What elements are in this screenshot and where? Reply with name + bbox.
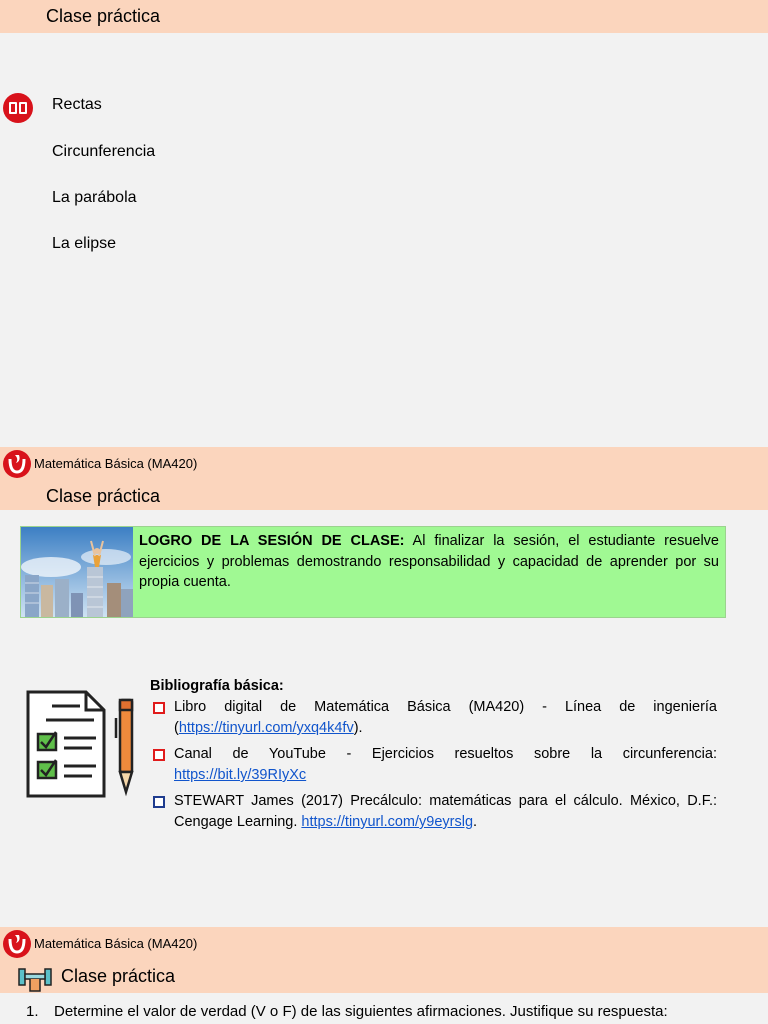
bibliography-item [150,697,717,739]
red-checkbox-bullet-icon [153,749,165,761]
topic-item: La parábola [52,189,137,206]
question-number: 1. [26,1003,39,1020]
slide1-title: Clase práctica [46,6,161,26]
bibliography-item [150,791,717,833]
bibliography-item-text: Libro digital de Matemática Básica (MA420) - Línea de ingeniería ( [174,699,717,736]
bibliography [150,676,717,838]
session-goal-box [20,526,726,618]
topic-item: Circunferencia [52,143,156,160]
slide2-title: Clase práctica [46,486,161,506]
course-name: Matemática Básica (MA420) [34,456,198,471]
bibliography-item-suffix: . [473,814,478,830]
bibliography-item-suffix: ). [353,720,363,736]
blue-checkbox-bullet-icon [153,796,165,808]
session-goal-description: Al finalizar la sesión, el estudiante resuelve ejercicios y problemas demostrando responsabilidad y capacidad de aprender por su propia cuenta. [139,533,719,590]
topic-item: Rectas [52,96,102,113]
session-goal-label: LOGRO DE LA SESIÓN DE CLASE: [139,533,405,549]
bibliography-item [150,744,717,786]
bibliography-link[interactable]: https://tinyurl.com/y9eyrslg [301,814,474,830]
topic-item: La elipse [52,235,117,252]
question-item [26,1003,668,1020]
slide3-title: Clase práctica [61,966,176,986]
bibliography-heading: Bibliografía básica: [150,678,284,694]
red-checkbox-bullet-icon [153,702,165,714]
bibliography-item-text: STEWART James (2017) Precálculo: matemáticas para el cálculo. México, D.F.: Cengage Learning. [174,793,717,830]
session-goal-text [139,531,719,593]
bibliography-item-text: Canal de YouTube - Ejercicios resueltos sobre la circunferencia: [174,746,717,762]
books-achievement-image [21,527,133,617]
checklist-pencil-icon [24,688,144,800]
university-logo-icon [2,449,32,479]
book-icon [2,92,34,124]
course-name: Matemática Básica (MA420) [34,936,198,951]
bibliography-link[interactable]: https://tinyurl.com/yxq4k4fv [178,720,354,736]
university-logo-icon [2,929,32,959]
question-text: Determine el valor de verdad (V o F) de las siguientes afirmaciones. Justifique su respuesta: [54,1003,668,1020]
dumbbell-exercise-icon [16,961,54,993]
bibliography-link[interactable]: https://bit.ly/39RIyXc [174,767,307,783]
